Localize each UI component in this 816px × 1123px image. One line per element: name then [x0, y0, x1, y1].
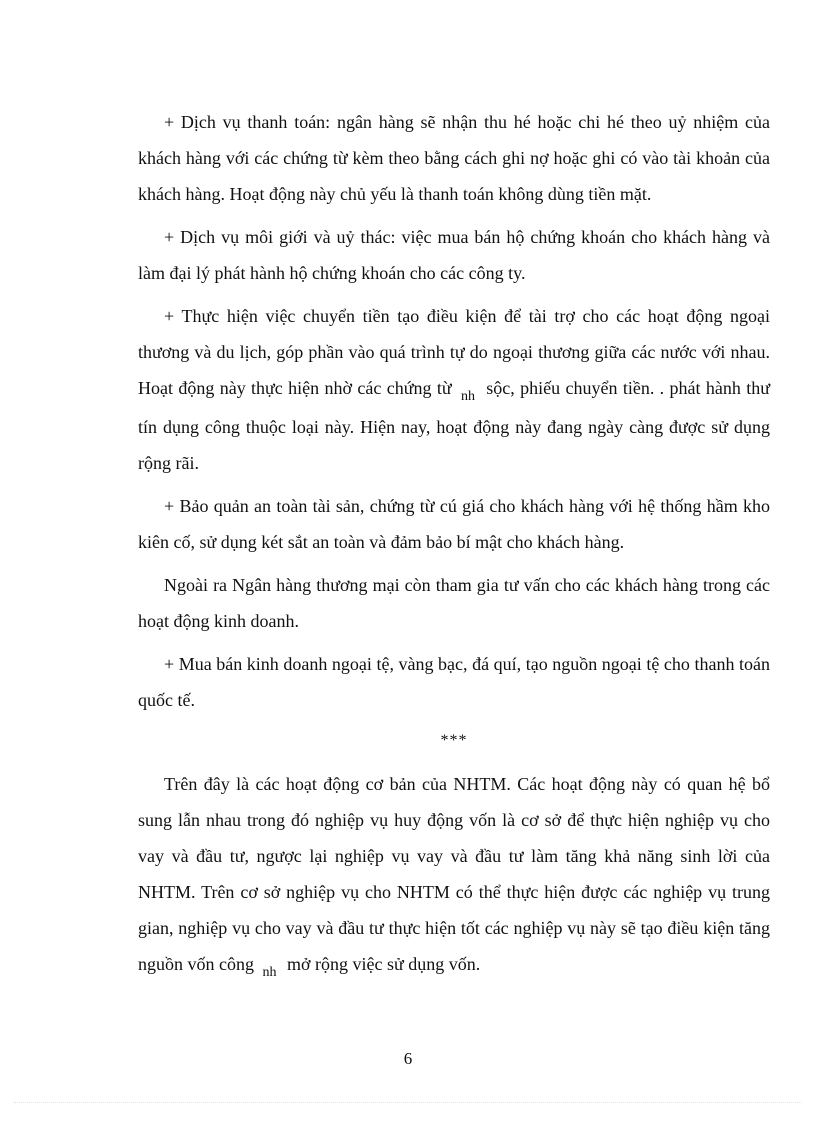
paragraph-text: Trên đây là các hoạt động cơ bản của NHTM. Các hoạt động này có quan hệ bổ sung lẫn nhau trong đó nghiệp vụ huy động vốn là cơ sở để thực hiện nghiệp vụ cho vay và đầu tư, ngược lại nghiệp vụ vay và đầu tư làm tăng khả năng sinh lời của NHTM. Trên cơ sở nghiệp vụ cho NHTM có thể thực hiện được các nghiệp vụ trung gian, nghiệp vụ cho vay và đầu tư thực hiện tốt các nghiệp vụ này sẽ tạo điều kiện tăng nguồn vốn công — [138, 774, 770, 974]
page-bottom-rule — [14, 1102, 802, 1103]
paragraph-consulting: Ngoài ra Ngân hàng thương mại còn tham gia tư vấn cho các khách hàng trong các hoạt động kinh doanh. — [138, 575, 770, 631]
paragraph-foreign-exchange: + Mua bán kinh doanh ngoại tệ, vàng bạc, đá quí, tạo nguồn ngoại tệ cho thanh toán quốc tế. — [138, 654, 770, 710]
paragraph-text: sộc, phiếu chuyển tiền. . phát hành thư tín dụng công thuộc loại này. Hiện nay, hoạt động này đang ngày càng được sử dụng rộng rãi. — [138, 378, 770, 473]
paragraph-brokerage-services: + Dịch vụ môi giới và uỷ thác: việc mua bán hộ chứng khoán cho khách hàng và làm đại lý phát hành hộ chứng khoán cho các công ty. — [138, 227, 770, 283]
paragraph-money-transfer — [138, 298, 770, 481]
page-number: 6 — [403, 1049, 413, 1068]
page-content — [138, 104, 770, 992]
paragraph-payment-services: + Dịch vụ thanh toán: ngân hàng sẽ nhận thu hé hoặc chi hé theo uỷ nhiệm của khách hàng với các chứng từ kèm theo bằng cách ghi nợ hoặc ghi có vào tài khoản của khách hàng. Hoạt động này chủ yếu là thanh toán không dùng tiền mặt. — [138, 112, 770, 204]
stray-subscript-text: nh — [460, 389, 475, 404]
paragraph-asset-safekeeping: + Bảo quản an toàn tài sản, chứng từ cú giá cho khách hàng với hệ thống hầm kho kiên cố, sử dụng két sắt an toàn và đảm bảo bí mật cho khách hàng. — [138, 496, 770, 552]
paragraph-text: + Thực hiện việc chuyển tiền tạo điều kiện để tài trợ cho các hoạt động ngoại thương và du lịch, góp phần vào quá trình tự do ngoại thương giữa các nước với nhau. Hoạt động này thực hiện nhờ các chứng từ — [138, 306, 770, 398]
stray-subscript-text: nh — [262, 965, 277, 980]
paragraph-conclusion — [138, 766, 770, 985]
paragraph-text: mở rộng việc sử dụng vốn. — [287, 954, 481, 974]
section-divider: *** — [440, 732, 468, 749]
